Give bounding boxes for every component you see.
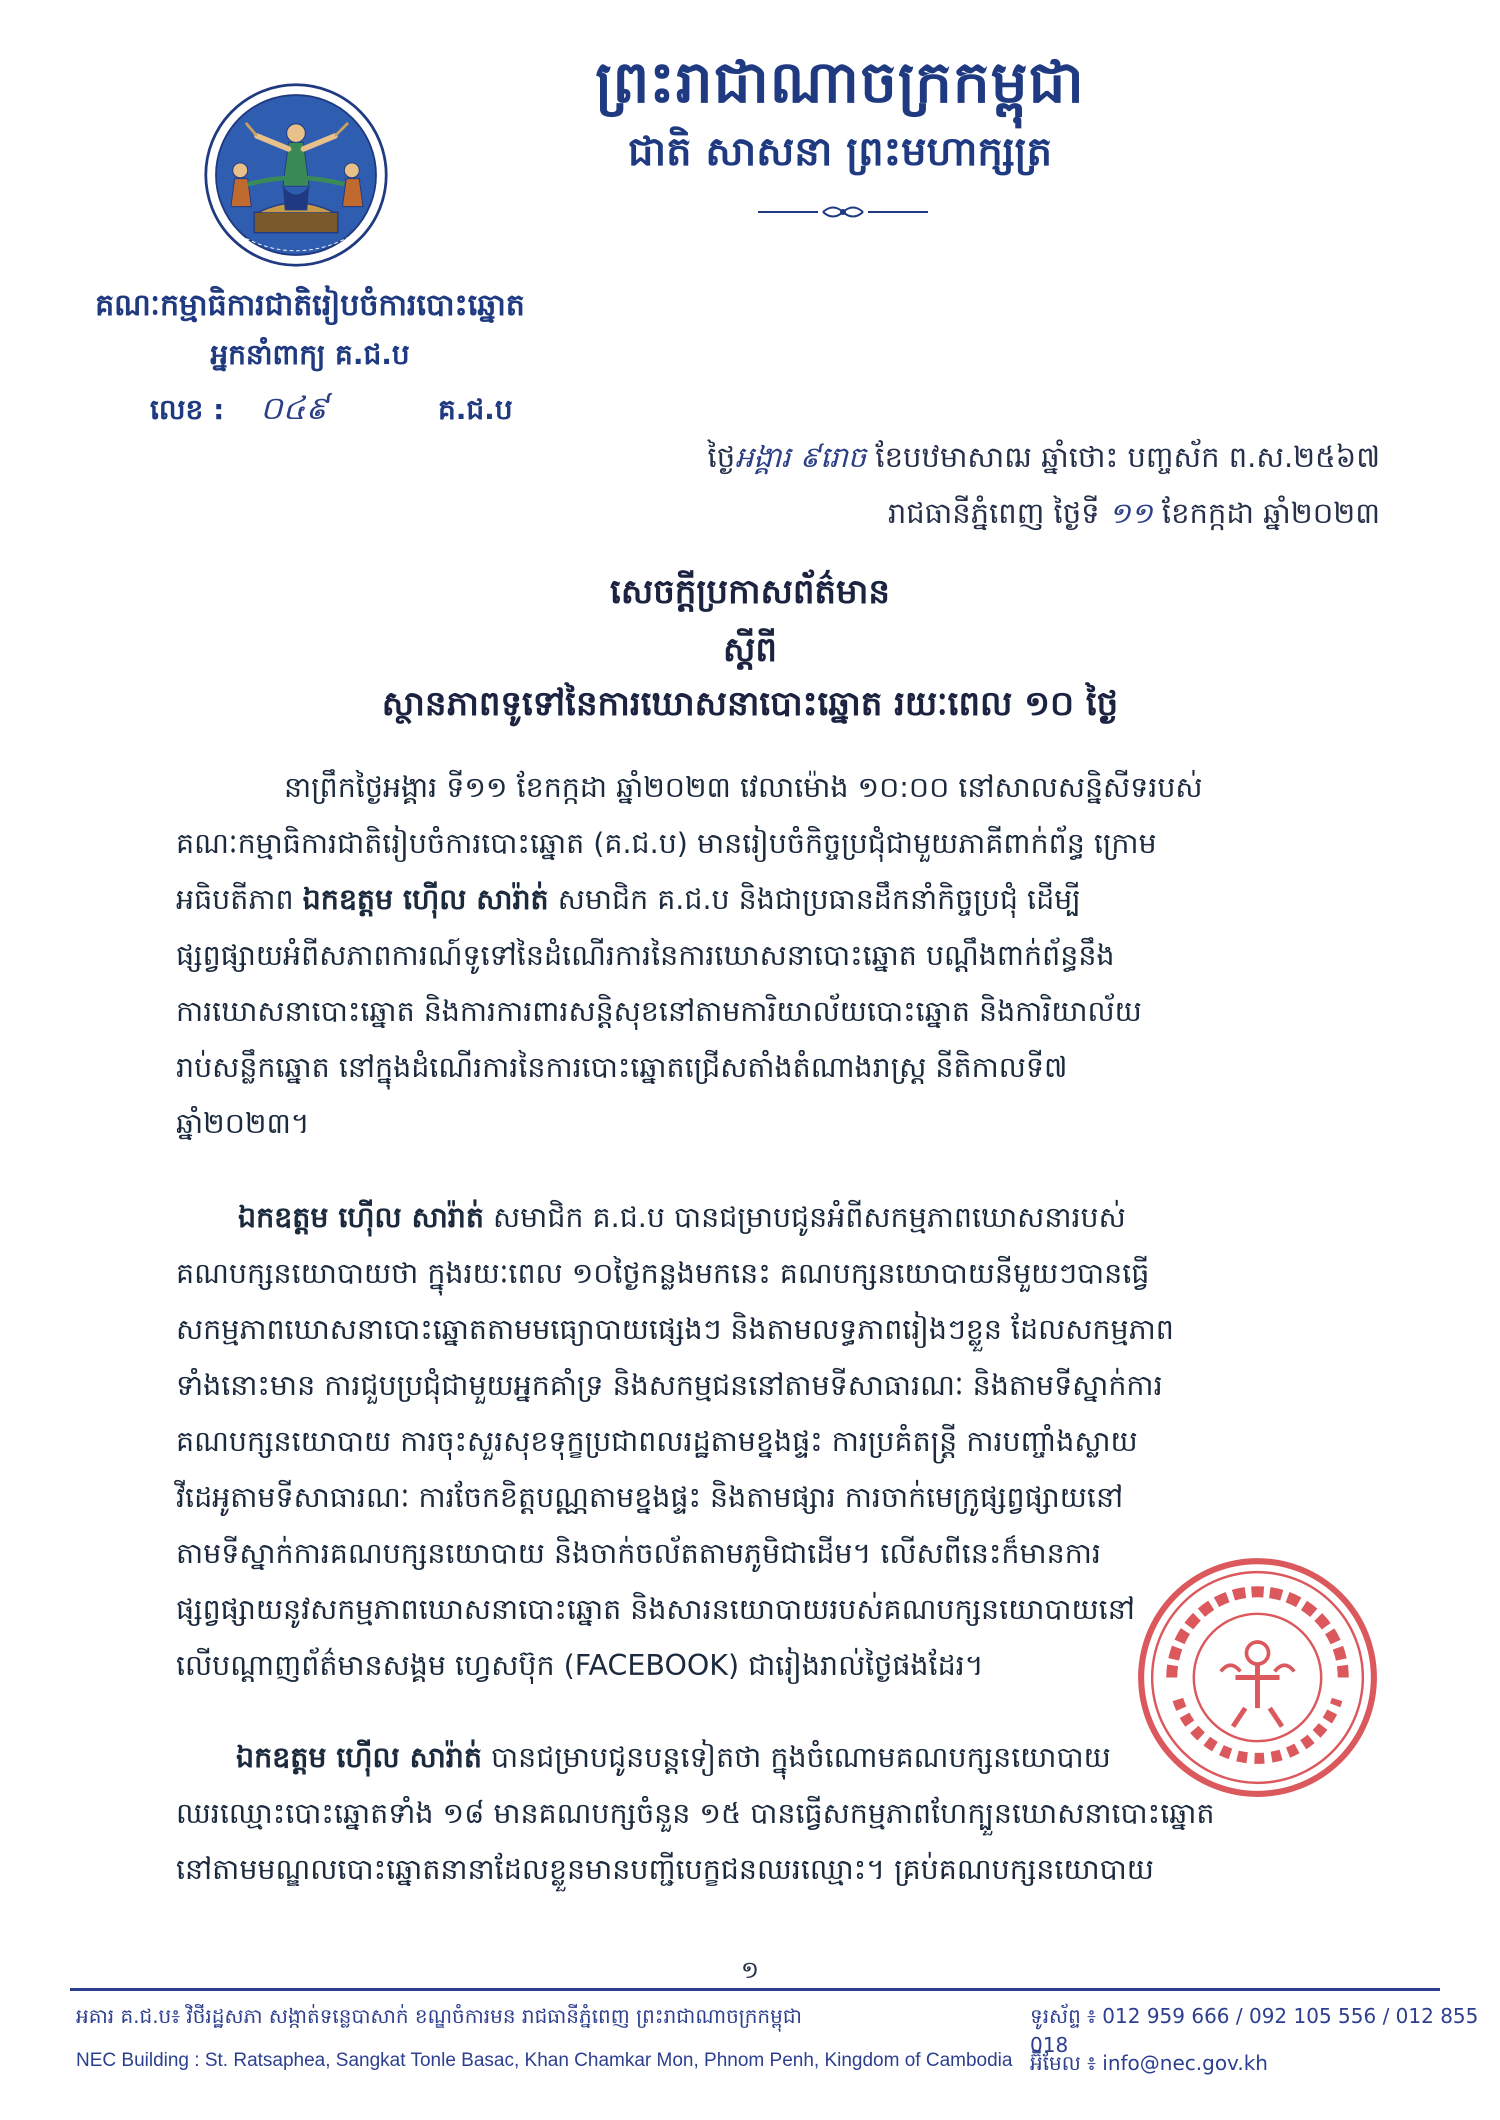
p1-line: [176, 1040, 1378, 1096]
p1-line-text: នាព្រឹកថ្ងៃអង្គារ ទី១១ ខែកក្កដា ឆ្នាំ២០២៣ វេលាម៉ោង ១០:០០ នៅសាលសន្និសីទរបស់: [284, 771, 1203, 804]
solar-date-handwritten: ១១: [1108, 496, 1153, 530]
p3-line-text: បានជម្រាបជូនបន្តទៀតថា ក្នុងចំណោមគណបក្សនយោបាយ: [481, 1741, 1111, 1774]
solar-date: [888, 496, 1380, 538]
p2-line-text: តាមទីស្នាក់ការគណបក្សនយោបាយ និងចាក់ចល័តតាមភូមិជាដើម។ លើសពីនេះក៏មានការ: [176, 1537, 1101, 1570]
p1-line: [176, 1096, 1378, 1152]
p2-line-text: ផ្សព្វផ្សាយនូវសកម្មភាពឃោសនាបោះឆ្នោត និងសារនយោបាយរបស់គណបក្សនយោបាយនៅ: [176, 1593, 1135, 1626]
p1-line-text: សមាជិក គ.ជ.ប និងជាប្រធានដឹកនាំកិច្ចប្រជុំ ដើម្បី: [548, 883, 1081, 916]
p3-line: [176, 1842, 1378, 1898]
p2-line: [176, 1470, 1378, 1526]
official-name: ឯកឧត្តម ហ៊ើល សារ៉ាត់: [302, 883, 549, 916]
p2-line-text: វីដេអូតាមទីសាធារណៈ ការចែកខិត្តបណ្ណតាមខ្នងផ្ទះ និងតាមផ្សារ ការចាក់មេក្រូផ្សព្វផ្សាយនៅ: [176, 1481, 1124, 1514]
p2-line-text: គណបក្សនយោបាយថា ក្នុងរយៈពេល ១០ថ្ងៃកន្លងមកនេះ គណបក្សនយោបាយនីមួយៗបានធ្វើ: [176, 1257, 1150, 1290]
p1-line-text: ផ្សព្វផ្សាយអំពីសភាពការណ៍ទូទៅនៃដំណើរការនៃការឃោសនាបោះឆ្នោត បណ្តឹងពាក់ព័ន្ធនឹង: [176, 939, 1115, 972]
p1-line: [176, 872, 1378, 928]
lunar-date-prefix: ថ្ងៃ: [707, 440, 736, 474]
lunar-date-handwritten: អង្គារ ៩រោច: [735, 440, 867, 474]
p1-line-text: គណៈកម្មាធិការជាតិរៀបចំការបោះឆ្នោត (គ.ជ.ប) មានរៀបចំកិច្ចប្រជុំជាមួយភាគីពាក់ព័ន្ធ ក្រោម: [176, 827, 1157, 860]
reference-number-line: [150, 388, 570, 434]
p1-line-text: អធិបតីភាព: [176, 883, 303, 916]
lunar-date: [708, 440, 1380, 482]
p1-line-text: រាប់សន្លឹកឆ្នោត នៅក្នុងដំណើរការនៃការបោះឆ្នោតជ្រើសតាំងតំណាងរាស្ត្រ នីតិកាលទី៧: [176, 1051, 1068, 1084]
footer-phone: ទូរស័ព្ទ ៖ 012 959 666 / 092 105 556 / 012 855 018: [1030, 2004, 1479, 2057]
ref-number: ០៤៩: [260, 389, 328, 427]
spokesperson-label: អ្នកនាំពាក្យ គ.ជ.ប: [210, 338, 410, 371]
solar-date-suffix: ខែកក្កដា ឆ្នាំ២០២៣: [1152, 496, 1380, 530]
footer-email: អ៊ីមែល ៖ info@nec.gov.kh: [1030, 2051, 1268, 2075]
footer-address-khmer: អគារ គ.ជ.ប៖ វិថីរដ្ឋសភា សង្កាត់ទន្លេបាសាក់ ខណ្ឌចំការមន រាជធានីភ្នំពេញ ព្រះរាជាណាចក្រកម្ពុជា: [76, 2004, 802, 2028]
organization-name: គណៈកម្មាធិការជាតិរៀបចំការបោះឆ្នោត: [95, 288, 525, 323]
p1-line-text: ការឃោសនាបោះឆ្នោត និងការការពារសន្តិសុខនៅតាមការិយាល័យបោះឆ្នោត និងការិយាល័យ: [176, 995, 1142, 1028]
footer-divider: [70, 1988, 1440, 1991]
body-paragraph-1: [176, 760, 1378, 1152]
nec-logo-emblem: [203, 82, 389, 268]
p2-line: [238, 1190, 1378, 1246]
p2-line: [176, 1246, 1378, 1302]
p1-line-text: ឆ្នាំ២០២៣។: [176, 1107, 310, 1140]
p3-line-text: ឈរឈ្មោះបោះឆ្នោតទាំង ១៨ មានគណបក្សចំនួន ១៥ បានធ្វើសកម្មភាពហែក្បួនឃោសនាបោះឆ្នោត: [176, 1797, 1215, 1830]
p3-line-text: នៅតាមមណ្ឌលបោះឆ្នោតនានាដែលខ្លួនមានបញ្ជីបេក្ខជនឈរឈ្មោះ។ គ្រប់គណបក្សនយោបាយ: [176, 1853, 1154, 1886]
solar-date-prefix: រាជធានីភ្នំពេញ ថ្ងៃទី: [887, 496, 1109, 530]
p2-line-text: លើបណ្តាញព័ត៌មានសង្គម ហ្វេសប៊ុក (FACEBOOK) ជារៀងរាល់ថ្ងៃផងដែរ។: [176, 1649, 984, 1682]
p2-line-text: ទាំងនោះមាន ការជួបប្រជុំជាមួយអ្នកគាំទ្រ និងសកម្មជននៅតាមទីសាធារណៈ និងតាមទីស្នាក់ការ: [176, 1369, 1163, 1402]
official-seal-stamp-icon: [1135, 1555, 1380, 1800]
footer-address-english: NEC Building : St. Ratsaphea, Sangkat Tonle Basac, Khan Chamkar Mon, Phnom Penh, Kingdom of Cambodia: [76, 2050, 1013, 2071]
p2-line-text: សកម្មភាពឃោសនាបោះឆ្នោតតាមមធ្យោបាយផ្សេងៗ និងតាមលទ្ធភាពរៀងៗខ្លួន ដែលសកម្មភាព: [176, 1313, 1174, 1346]
lunar-date-suffix: ខែបឋមាសាឍ ឆ្នាំថោះ បញ្ចស័ក ព.ស.២៥៦៧: [866, 440, 1380, 474]
official-name: ឯកឧត្តម ហ៊ើល សារ៉ាត់: [238, 1201, 484, 1234]
document-subject: ស្ថានភាពទូទៅនៃការឃោសនាបោះឆ្នោត រយៈពេល ១០ ថ្ងៃ: [381, 684, 1119, 724]
p2-line-text: សមាជិក គ.ជ.ប បានជម្រាបជូនអំពីសកម្មភាពឃោសនារបស់: [483, 1201, 1126, 1234]
p2-line: [176, 1414, 1378, 1470]
p2-line: [176, 1358, 1378, 1414]
kingdom-heading: ព្រះរាជាណាចក្រកម្ពុជា: [595, 48, 1085, 116]
page-number: ១: [740, 1956, 760, 1984]
p2-line-text: គណបក្សនយោបាយ ការចុះសួរសុខទុក្ខប្រជាពលរដ្ឋតាមខ្នងផ្ទះ ការប្រគំតន្ត្រី ការបញ្ចាំងស្លាយ: [176, 1425, 1138, 1458]
ref-suffix: គ.ជ.ប: [438, 393, 513, 426]
ref-label: លេខ :: [150, 393, 225, 426]
official-name: ឯកឧត្តម ហ៊ើល សារ៉ាត់: [236, 1741, 482, 1774]
p1-line: [238, 760, 1378, 816]
ornament-divider-icon: [758, 203, 928, 221]
p1-line: [176, 928, 1378, 984]
p2-line: [176, 1302, 1378, 1358]
p1-line: [176, 816, 1378, 872]
national-motto: ជាតិ សាសនា ព្រះមហាក្សត្រ: [628, 129, 1052, 175]
document-title-about: ស្តីពី: [723, 630, 777, 670]
document-title: សេចក្តីប្រកាសព័ត៌មាន: [610, 572, 890, 612]
p1-line: [176, 984, 1378, 1040]
